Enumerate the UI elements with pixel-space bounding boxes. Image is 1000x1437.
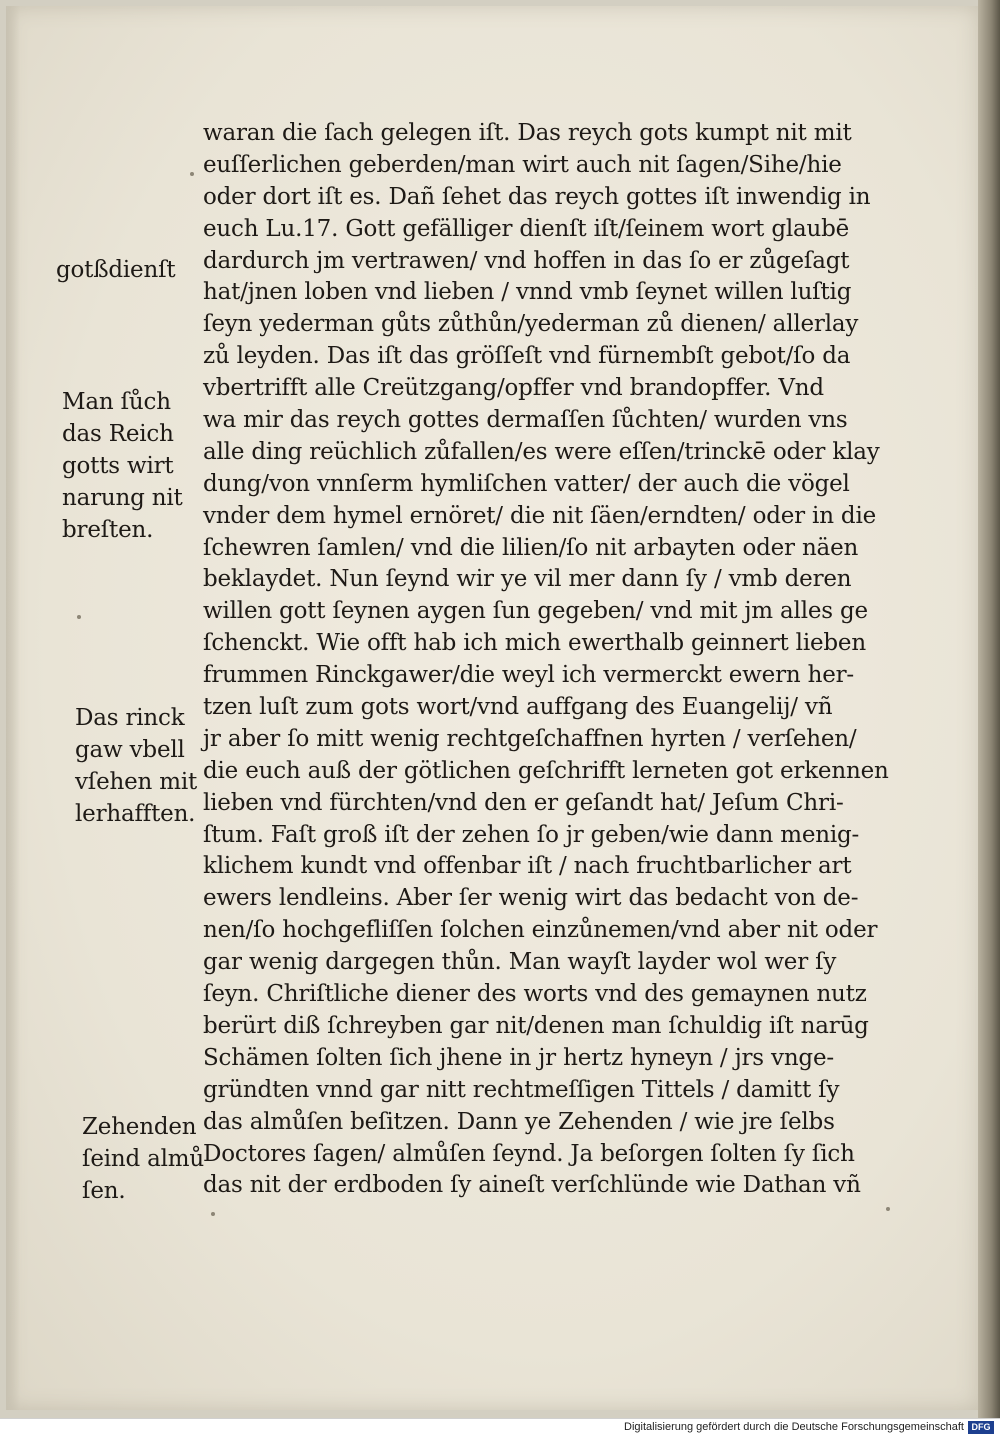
text-line: wa mir das reych gottes dermaſſen ſůchten/ wurden vns [203,407,848,434]
digitization-footer [0,1418,1000,1437]
text-line: ſtum. Faſt groß iſt der zehen ſo jr geben/wie dann menig- [203,821,860,848]
margin-note-line: das Reich [62,420,174,447]
text-line: hat/jnen loben vnd lieben / vnnd vmb ſeynet willen luſtig [203,279,852,306]
text-line: tzen luſt zum gots wort/vnd auffgang des Euangelij/ vñ [203,694,833,721]
ink-speck [886,1207,890,1211]
margin-note-rinckgaw [75,703,197,831]
margin-note-line: narung nit [62,484,183,511]
margin-note-reich [62,387,183,546]
text-line: ſeyn. Chriſtliche diener des worts vnd des gemaynen nutz [203,981,867,1008]
text-line: ewers lendleins. Aber ſer wenig wirt das bedacht von de- [203,885,859,912]
page-gutter [6,6,20,1410]
text-line: zů leyden. Das iſt das gröſſeſt vnd fürnembſt gebot/ſo da [203,343,851,370]
text-line: oder dort iſt es. Dañ ſehet das reych gottes iſt inwendig in [203,183,871,210]
text-line: waran die ſach gelegen iſt. Das reych gots kumpt nit mit [203,120,852,146]
text-line: lieben vnd fürchten/vnd den er geſandt hat/ Jeſum Chri- [203,789,844,816]
ink-speck [77,615,81,619]
text-line: Doctores ſagen/ almůſen ſeynd. Ja beſorgen ſolten ſy ſich [203,1140,855,1167]
text-line: klichem kundt vnd offenbar iſt / nach fruchtbarlicher art [203,853,852,880]
text-line: frummen Rinckgawer/die weyl ich vermerckt ewern her- [203,662,854,689]
text-line: euſſerlichen geberden/man wirt auch nit ſagen/Sihe/hie [203,151,842,178]
margin-note-gotsdienst [56,255,175,287]
text-line: gründten vnnd gar nitt rechtmeſſigen Tittels / damitt ſy [203,1076,840,1103]
text-line: dardurch jm vertrawen/ vnd hoffen in das ſo er zůgeſagt [203,247,850,274]
text-line: das almůſen beſitzen. Dann ye Zehenden / wie jre ſelbs [203,1108,835,1135]
margin-note-line: vſehen mit [75,768,198,795]
margin-note-line: gotßdienſt [56,257,176,283]
margin-note-line: ſeind almů [82,1145,205,1172]
book-edge [978,0,1000,1418]
text-line: willen gott ſeynen aygen ſun gegeben/ vnd mit jm alles ge [203,598,868,625]
text-line: ſchenckt. Wie offt hab ich mich ewerthalb geinnert lieben [203,630,866,657]
text-line: dung/von vnnſerm hymliſchen vatter/ der auch die vögel [203,470,850,497]
text-line: gar wenig dargegen thůn. Man wayſt layder wol wer ſy [203,949,837,976]
text-line: die euch auß der götlichen geſchrifft lerneten got erkennen [203,757,889,784]
margin-note-line: lerhafften. [75,800,196,827]
margin-note-line: breſten. [62,516,154,543]
margin-note-line: gaw vbell [75,736,185,763]
text-line: nen/ſo hochgefliſſen ſolchen einzůnemen/vnd aber nit oder [203,917,878,944]
text-line: Schämen ſolten ſich jhene in jr hertz hyneyn / jrs vnge- [203,1044,834,1071]
margin-note-line: ſen. [82,1177,126,1204]
text-line: vbertrifft alle Creützgang/opffer vnd brandopffer. Vnd [203,375,824,402]
text-line: alle ding reüchlich zůfallen/es were eſſen/trinckē oder klay [203,438,880,465]
margin-note-line: Das rinck [75,705,185,731]
margin-note-line: Man ſůch [62,389,171,415]
text-line: jr aber ſo mitt wenig rechtgeſchaffnen hyrten / verſehen/ [203,725,857,752]
text-line: ſeyn yederman gůts zůthůn/yederman zů dienen/ allerlay [203,311,859,338]
text-line: das nit der erdboden ſy aineſt verſchlünde wie Dathan vñ [203,1172,861,1199]
funding-credit: Digitalisierung gefördert durch die Deutsche Forschungsgemeinschaft [624,1421,964,1433]
text-line: ſchewren ſamlen/ vnd die lilien/ſo nit arbayten oder näen [203,534,859,561]
margin-note-line: gotts wirt [62,452,174,479]
margin-note-zehenden [82,1112,204,1208]
dfg-logo: DFG [968,1421,994,1434]
text-line: berürt diß ſchreyben gar nit/denen man ſchuldig iſt narūg [203,1012,869,1039]
text-line: vnder dem hymel ernöret/ die nit ſäen/erndten/ oder in die [203,502,877,529]
text-line: beklaydet. Nun ſeynd wir ye vil mer dann ſy / vmb deren [203,566,852,593]
main-text-block [203,118,928,1202]
margin-note-line: Zehenden [82,1114,197,1140]
text-line: euch Lu.17. Gott gefälliger dienſt iſt/ſeinem wort glaubē [203,215,850,242]
ink-speck [211,1212,215,1216]
ink-speck [190,172,194,176]
